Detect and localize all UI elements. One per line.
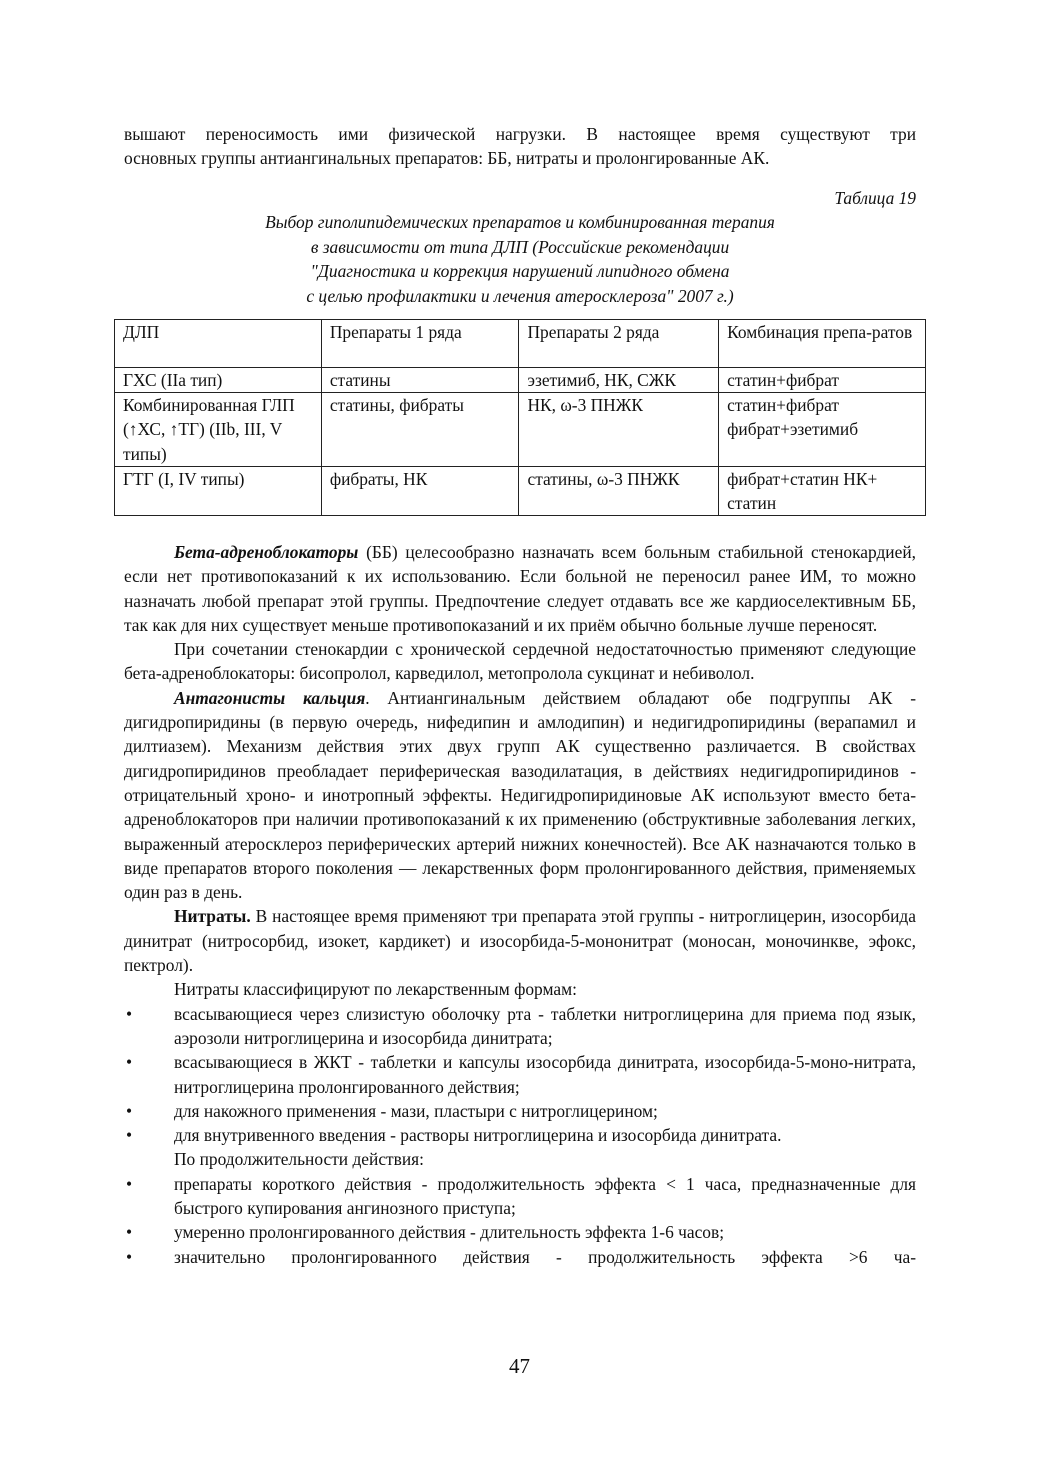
list-item-text: всасывающиеся через слизистую оболочку рта - таблетки нитроглицерина для приема под язык, аэрозоли нитроглицерина и изосорбида динитрата;	[174, 1003, 916, 1048]
bullet-icon: •	[126, 1222, 133, 1243]
table-cell: статин+фибрат фибрат+эзетимиб	[719, 393, 926, 467]
table-cell: статины	[321, 368, 519, 393]
main-text	[124, 540, 916, 1269]
list-item	[124, 1050, 916, 1099]
table-row	[115, 368, 926, 393]
paragraph-heart-failure: При сочетании стенокардии с хронической сердечной недостаточностью применяют следующие бета-адреноблокаторы: бисопролол, карведилол, метопролола сукцинат и небиволол.	[124, 639, 916, 684]
table-header-cell: Препараты 1 ряда	[321, 320, 519, 368]
paragraph-nitrates	[124, 904, 916, 977]
table-cell: фибраты, НК	[321, 466, 519, 515]
table-header-row	[115, 320, 926, 368]
list-item	[124, 1002, 916, 1051]
list-item-text: для накожного применения - мази, пластыри с нитроглицерином;	[174, 1100, 658, 1121]
table-cell: фибрат+статин НК+ статин	[719, 466, 926, 515]
bullet-icon: •	[126, 1173, 133, 1194]
dlp-table	[114, 319, 926, 516]
paragraph-forms-intro: Нитраты классифицируют по лекарственным формам:	[174, 979, 577, 1000]
paragraph-beta-blockers	[124, 540, 916, 637]
paragraph-text: (ББ) целесообразно назначать всем больным стабильной стенокардией, если нет противопоказаний к их использованию. Если больной не переносил ранее ИМ, то можно назначать любой препарат этой группы. Предпочтение следует отдавать все же кардиоселективным ББ, так как для них существует меньше противопоказаний и их приём обычно больные лучше переносят.	[124, 542, 916, 635]
table-cell: ГХС (IIa тип)	[115, 368, 322, 393]
list-item	[124, 1123, 916, 1147]
list-item-text: для внутривенного введения - растворы нитроглицерина и изосорбида динитрата.	[174, 1125, 782, 1146]
list-item	[124, 1172, 916, 1221]
list-item-text: умеренно пролонгированного действия - длительность эффекта 1-6 часов;	[174, 1222, 725, 1243]
list-item	[124, 1245, 916, 1269]
bullet-icon: •	[126, 1246, 133, 1267]
duration-list	[124, 1172, 916, 1269]
table-cell: ГТГ (I, IV типы)	[115, 466, 322, 515]
table-row	[115, 393, 926, 467]
list-item	[124, 1220, 916, 1244]
term-beta-blockers: Бета-адреноблокаторы	[174, 542, 359, 562]
table-number: Таблица 19	[834, 188, 916, 209]
table-cell: эзетимиб, НК, СЖК	[519, 368, 719, 393]
paragraph-text: . Антиангинальным действием обладают обе подгруппы АК - дигидропиридины (в первую очередь, нифедипин и амлодипин) и недигидропиридины (верапамил и дилтиазем). Механизм действия этих двух групп АК существенно различается. В свойствах дигидропиридинов преобладает периферическая вазодилатация, в действиях недигидропиридинов - отрицательный хроно- и инотропный эффекты. Недигидропиридиновые АК используют вместо бета-адреноблокаторов при наличии противопоказаний к их применению (обструктивные заболевания легких, выраженный атеросклероз периферических артерий нижних конечностей). Все АК назначаются только в виде препаратов второго поколения — лекарственных форм пролонгированного действия, применяемых один раз в день.	[124, 687, 916, 903]
table-caption-line-2: в зависимости от типа ДЛП (Российские рекомендации	[310, 236, 730, 257]
table-cell: статины, ω-3 ПНЖК	[519, 466, 719, 515]
list-item-text: всасывающиеся в ЖКТ - таблетки и капсулы изосорбида динитрата, изосорбида-5-моно-нитрата, нитроглицерина пролонгированного действия;	[174, 1052, 916, 1097]
bullet-icon: •	[126, 1052, 133, 1073]
table-header-cell: Препараты 2 ряда	[519, 320, 719, 368]
list-item	[124, 1099, 916, 1123]
bullet-icon: •	[126, 1125, 133, 1146]
table-cell: Комбинированная ГЛП (↑ХС, ↑ТГ) (IIb, III, V типы)	[115, 393, 322, 467]
table-header-cell: Комбинация препа-ратов	[719, 320, 926, 368]
page-number: 47	[509, 1354, 530, 1378]
list-item-text: значительно пролонгированного действия - продолжительность эффекта >6 ча-	[174, 1246, 916, 1267]
intro-line-2: основных группы антиангинальных препаратов: ББ, нитраты и пролонгированные АК.	[124, 148, 770, 169]
table-row	[115, 466, 926, 515]
paragraph-calcium-antagonists	[124, 686, 916, 905]
table-caption-line-3: "Диагностика и коррекция нарушений липидного обмена	[310, 261, 730, 282]
table-caption-line-4: с целью профилактики и лечения атеросклероза" 2007 г.)	[306, 285, 734, 306]
table-cell: статины, фибраты	[321, 393, 519, 467]
bullet-icon: •	[126, 1003, 133, 1024]
list-item-text: препараты короткого действия - продолжительность эффекта < 1 часа, предназначенные для быстрого купирования ангинозного приступа;	[174, 1173, 916, 1219]
table-caption-line-1: Выбор гиполипидемических препаратов и комбинированная терапия	[265, 212, 775, 233]
term-nitrates: Нитраты.	[174, 906, 251, 927]
bullet-icon: •	[126, 1100, 133, 1121]
intro-line-1: вышают переносимость ими физической нагрузки. В настоящее время существуют три	[124, 124, 916, 144]
table-header-cell: ДЛП	[115, 320, 322, 368]
page-top	[124, 122, 916, 308]
paragraph-duration-intro: По продолжительности действия:	[174, 1149, 424, 1170]
table-cell: НК, ω-3 ПНЖК	[519, 393, 719, 467]
paragraph-text: В настоящее время применяют три препарата этой группы - нитроглицерин, изосорбида динитрат (нитросорбид, изокет, кардикет) и изосорбида-5-мононитрат (моносан, моночинкве, эфокс, пектрол).	[124, 906, 916, 976]
forms-list	[124, 1002, 916, 1148]
term-calcium-antagonists: Антагонисты кальция	[174, 687, 366, 708]
table-cell: статин+фибрат	[719, 368, 926, 393]
